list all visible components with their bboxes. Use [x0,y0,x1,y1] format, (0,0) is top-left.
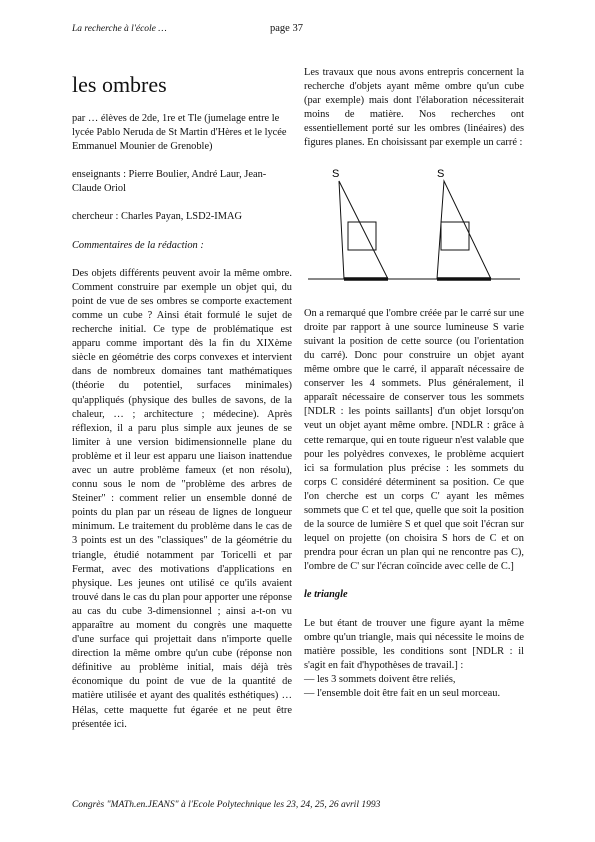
page-footer: Congrès "MATh.en.JEANS" à l'Ecole Polytechnique les 23, 24, 25, 26 avril 1993 [72,800,381,810]
teachers-line: enseignants : Pierre Boulier, André Laur, Jean-Claude Oriol [72,169,267,195]
left-column [72,66,292,746]
triangle-paragraph: Le but étant de trouver une figure ayant la même ombre qu'un triangle, mais qui nécessite le moins de matière possible, les conditions sont [NDLR : il s'agit en fait d'hypothèses de travail.] : [304,617,524,671]
intro-paragraph: Les travaux que nous avons entrepris concernent la recherche d'objets ayant même ombre qu'un cube (par exemple) mais dont l'élaboration nécessiterait moins de matière. Nos recherches ont essentiellement porté sur les ombres (linéaires) des figures planes. En choisissant par exemple un carré : [304,67,524,149]
condition-item: — les 3 sommets doivent être reliés, [304,673,456,685]
editorial-paragraph: Des objets différents peuvent avoir la même ombre. Comment construire par exemple un objet qui, du point de vue de ses ombres se comporte exactement comme un cube ? Ainsi était formulé le sujet de recherche initial. Ce type de problématique est apparu comme important dès la fin du XIXème siècle en géométrie des corps convexes et intervient dans de nombreux domaines tant mathématiques (théorie du potentiel, surfaces minimales) qu'appliqués (physique des bulles de savons, de la chaleur, … ; architecture ; médecine). Après réflexion, il a paru plus simple aux jeunes de se limiter à une version bidimensionnelle plane du problème et il leur est apparu une liaison inattendue avec un autre problème fameux (et non résolu), connu sous le nom de "problème des arbres de Steiner" : comment relier un ensemble donné de points du plan par un réseau de lignes de longueur minimum. Le traitement du problème dans le cas de 3 points est un des "classiques" de la géométrie du triangle, étudié notamment par Toricelli et par Fermat, avec des motivations d'applications en physique. Les jeunes ont utilisé ce qu'ils avaient trouvé dans le cas du plan pour apporter une réponse au cas du cube 3-dimensionnel ; ainsi a-t-on vu apparaître au moment du congrès une maquette d'une surface qui projettait dans n'importe quelle direction la même ombre qu'un cube (réponse non définitive au problème initial, mais déjà très économique du point de vue de la quantité de matière utilisée et ayant des qualités esthétiques) … Hélas, cette maquette fut égarée et ne peut être présentée ici. [72,267,292,730]
source-label-left: S [332,167,340,180]
source-label-right: S [437,167,445,180]
square-right [441,222,469,250]
authors-intro: par … élèves de 2de, 1re et Tle (jumelage entre le lycée Pablo Neruda de St Martin d'Hères et le lycée Emmanuel Mounier de Grenoble) [72,113,287,153]
right-column [304,66,524,701]
section-heading-triangle: le triangle [304,589,348,601]
page-number: page 37 [270,23,303,34]
condition-item: — l'ensemble doit être fait en un seul morceau. [304,688,501,699]
researcher-line: chercheur : Charles Payan, LSD2-IMAG [72,211,242,223]
observation-paragraph: On a remarqué que l'ombre créée par le carré sur une droite par rapport à une source lumineuse S varie suivant la position de cette source (ou l'orientation du carré). Donc pour construire un objet ayant même ombre que le carré, il apparaît nécessaire de conserver les 4 sommets. Plus généralement, il apparaît nécessaire de conserver tous les sommets [NDLR : les points saillants] d'un objet lorsqu'on veut un objet ayant même ombre. [NDLR : grâce à cette remarque, qui en toute rigueur n'est valable que pour les polyèdres convexes, le problème acquiert ici sa formulation plus précise : les sommets du corps C considéré déterminent sa position. Ce que l'on cherche est un corps C' ayant les mêmes sommets que C et tel que, quelle que soit la position de la source de lumière S et quel que soit l'écran sur lequel on projette (on choisira S hors de C et on prendra pour écran un plan qui ne rencontre pas C), l'ombre de C' sur l'écran coïncide avec celle de C.] [304,307,524,573]
editorial-heading: Commentaires de la rédaction : [72,239,204,251]
light-cone-right [437,181,491,279]
article-title: les ombres [72,72,167,97]
shadow-figure [304,165,524,290]
light-cone-left [339,181,388,279]
running-header: La recherche à l'école … [72,24,167,34]
